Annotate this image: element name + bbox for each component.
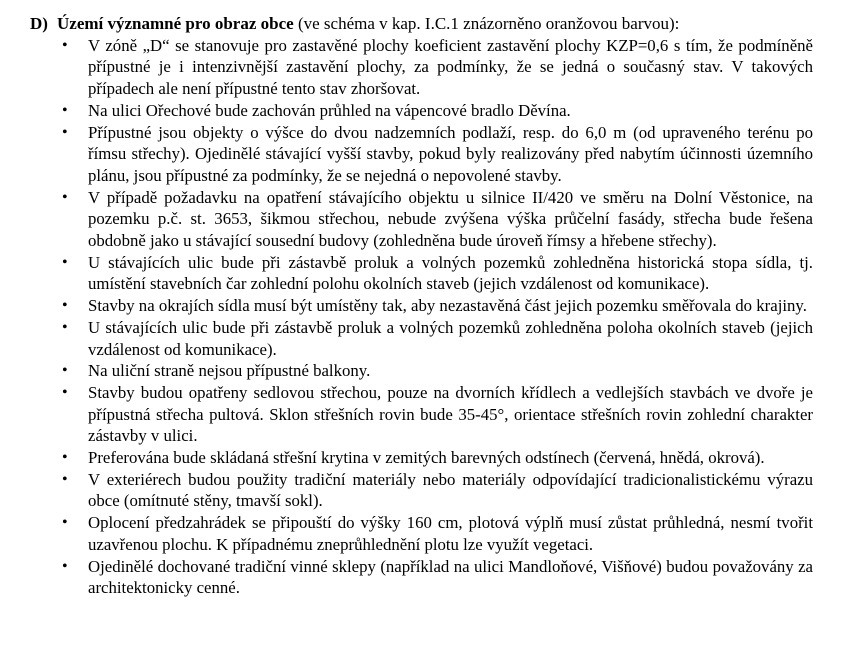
list-item [62,295,813,317]
bullet-icon: • [62,383,68,401]
section-heading [0,13,843,35]
list-item-text: Preferována bude skládaná střešní krytina v zemitých barevných odstínech (červená, hnědá, okrová). [88,448,765,468]
list-item [62,35,813,100]
bullet-icon: • [62,362,68,380]
list-item [62,252,813,295]
list-item [62,317,813,360]
bullet-icon: • [62,101,68,119]
list-item [62,512,813,555]
list-item [62,100,813,122]
bullet-icon: • [62,123,68,141]
bullet-icon: • [62,557,68,575]
list-item-text: Stavby budou opatřeny sedlovou střechou, pouze na dvorních křídlech a vedlejších stavbách ve dvoře je přípustná střecha pultová. Sklon střešních rovin bude 35-45°, orientace střešních rovin zohlední charakter zástavby v ulici. [88,382,813,446]
section-heading-text [57,13,813,35]
list-item-text: V zóně „D“ se stanovuje pro zastavěné plochy koeficient zastavění plochy KZP=0,6 s tím, že podmíněně přípustné je i intenzivnější zastavění plochy, za podmínky, že se jedná o současný stav. V takových případech ale není přípustné tento stav zhoršovat. [88,35,813,99]
list-item [62,382,813,447]
list-item-text: Přípustné jsou objekty o výšce do dvou nadzemních podlaží, resp. do 6,0 m (od upraveného terénu po římsu střechy). Ojedinělé stávající vyšší stavby, pokud byly realizovány před nabytím účinnosti územního plánu, jsou přípustné za podmínky, že se nejedná o nepovolené stavby. [88,122,813,185]
list-item-text: V exteriérech budou použity tradiční materiály nebo materiály odpovídající tradicionalistickému výrazu obce (omítnuté stěny, tmavší sokl). [88,469,813,511]
section-title: Území významné pro obraz obce [57,14,294,33]
bullet-icon: • [62,297,68,315]
bullet-icon: • [62,449,68,467]
list-item-text: Na uliční straně nejsou přípustné balkony. [88,361,371,381]
bullet-icon: • [62,318,68,336]
list-item-text: Oplocení předzahrádek se připouští do výšky 160 cm, plotová výplň musí zůstat průhledná, nesmí tvořit uzavřenou plochu. K případnému zneprůhlednění plotu lze využít vegetaci. [88,513,813,554]
list-item-text: U stávajících ulic bude při zástavbě proluk a volných pozemků zohledněna historická stopa sídla, tj. umístění stavebních čar zohlední polohu okolních staveb (jejich vzdálenost od komunikace). [88,252,813,294]
bullet-list [0,35,843,599]
list-item [62,556,813,599]
list-item-text: V případě požadavku na opatření stávajícího objektu u silnice II/420 ve směru na Dolní Věstonice, na pozemku p.č. st. 3653, šikmou střechou, nebude zvýšena výška průčelní fasády, střecha bude řešena obdobně jako u stávající sousední budovy (zohledněna bude úroveň římsy a hřebene střechy). [88,187,813,251]
section-title-suffix: (ve schéma v kap. I.C.1 znázorněno oranžovou barvou): [293,14,680,33]
list-item [62,360,813,382]
bullet-icon: • [62,188,68,206]
list-item [62,122,813,187]
list-item-text: Ojedinělé dochované tradiční vinné sklepy (například na ulici Mandloňové, Višňové) budou považovány za architektonicky cenné. [88,556,813,598]
list-item-text: Stavby na okrajích sídla musí být umístěny tak, aby nezastavěná část jejich pozemku směřovala do krajiny. [88,296,807,316]
list-item-text: U stávajících ulic bude při zástavbě proluk a volných pozemků zohledněna poloha okolních staveb (jejich vzdálenost od komunikace). [88,317,813,359]
bullet-icon: • [62,253,68,271]
list-item [62,469,813,512]
list-item [62,447,813,469]
bullet-icon: • [62,36,68,54]
bullet-icon: • [62,470,68,488]
bullet-icon: • [62,514,68,532]
section-label: D) [30,14,48,33]
list-item-text: Na ulici Ořechové bude zachován průhled na vápencové bradlo Děvína. [88,100,571,120]
list-item [62,187,813,252]
